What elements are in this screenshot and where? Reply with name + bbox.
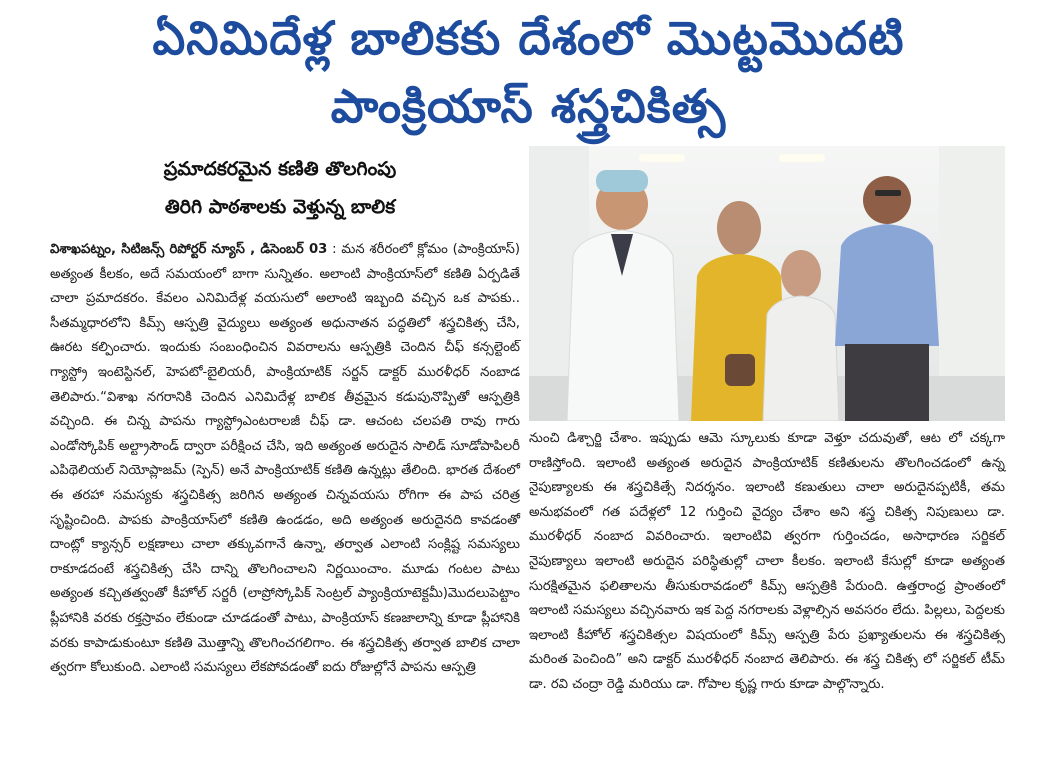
headline-line-1: ఏనిమిదేళ్ల బాలికకు దేశంలో మొట్టమొదటి — [152, 11, 905, 65]
body-text-2: నుంచి డిశ్చార్జి చేశాం. ఇప్పుడు ఆమె స్కూలుకు కూడా వెళ్తూ చదువుతో, ఆట లో చక్కగా రాణిస్తోంది. ఇలాంటి అత్యంత అరుదైన పాంక్రియాటిక్ కణితులను తొలగించడంలో ఉన్న నైపుణ్యాలకు ఈ శస్త్రచికిత్సే నిదర్శనం. ఇలాంటి కణుతులు చాలా అరుదైనప్పటికీ, తమ అనుభవంలో గత పదేళ్లలో 12 గుర్తించి వైద్యం చేశాం అని శస్త్ర చికిత్స నిపుణులు డా. మురళీధర్ నంబాద వివరించారు. ఇలాంటివి త్వరగా గుర్తించడం, అసాధారణ సర్జికల్ నైపుణ్యాలు ఇలాంటి అరుదైన పరిస్థితుల్లో చాలా కీలకం. ఇలాంటి కేసుల్లో కూడా అత్యంత సురక్షితమైన ఫలితాలను తీసుకురావడంలో కిమ్స్ ఆస్పత్రికి పేరుంది. ఉత్తరాంధ్ర ప్రాంతంలో ఇలాంటి సమస్యలు వచ్చినవారు ఇక పెద్ద నగరాలకు వెళ్లాల్సిన అవసరం లేదు. పిల్లలు, పెద్దలకు ఇలాంటి కీహోల్ శస్త్రచికిత్సల విషయంలో కిమ్స్ ఆస్పత్రి పేరు ప్రఖ్యాతులను ఈ శస్త్రచికిత్స మరింత పెంచింది” అని డాక్టర్ మురళీధర్ నంబాద తెలిపారు. ఈ శస్త్ర చికిత్స లో సర్జికల్ టీమ్ డా. రవి చంద్రా రెడ్డి మరియు డా. గోపాల కృష్ణ గారు కూడా పాల్గొన్నారు. — [529, 431, 1005, 692]
subhead-line-2: తిరిగి పాఠశాలకు వెళ్తున్న బాలిక — [164, 196, 396, 218]
subhead — [70, 150, 490, 226]
dateline: విశాఖపట్నం, సిటిజన్స్ రిపోర్టర్ న్యూస్ , డిసెంబర్ 03 — [50, 242, 328, 257]
headline-line-2: పాంక్రియాస్ శస్త్రచికిత్స — [330, 79, 727, 133]
article-body-column-1 — [50, 238, 520, 681]
article-photo — [529, 146, 1005, 421]
body-text-1: : మన శరీరంలో క్లోమం (పాంక్రియాస్) అత్యంత కీలకం, అదే సమయంలో బాగా సున్నితం. అలాంటి పాంక్రియాస్‌లో కణితి ఏర్పడితే చాలా ప్రమాదకరం. కేవలం ఎనిమిదేళ్ల వయసులో అలాంటి ఇబ్బంది వచ్చిన ఒక పాపకు.. సీతమ్మధారలోని కిమ్స్ ఆస్పత్రి వైద్యులు అత్యంత అధునాతన పద్ధతిలో శస్త్రచికిత్స చేసి, ఊరట కల్పించారు. ఇందుకు సంబంధించిన వివరాలను ఆస్పత్రికి చెందిన చీఫ్ కన్సల్టెంట్ గ్యాస్ట్రో ఇంటెస్టినల్, హెపటో-బైలియరీ, పాంక్రియాటిక్ సర్జన్ డాక్టర్ మురళీధర్ నంబాడ తెలిపారు.“విశాఖ నగరానికి చెందిన ఎనిమిదేళ్ల బాలిక తీవ్రమైన కడుపునొప్పితో ఆస్పత్రికి వచ్చింది. ఈ చిన్న పాపను గ్యాస్ట్రోఎంటరాలజీ చీఫ్ డా. ఆచంట చలపతి రావు గారు ఎండోస్కోపిక్ అల్ట్రాసౌండ్ ద్వారా పరీక్షించ చేసి, ఇది అత్యంత అరుదైన సాలిడ్ సూడోపాపిలరీ ఎపిథెలియల్ నియోప్లాజమ్ (స్పెన్) అనే పాంక్రియాటిక్ కణితి ఉన్నట్లు తేలింది. భారత దేశంలో ఈ తరహా సమస్యకు శస్త్రచికిత్స జరిగిన అత్యంత చిన్నవయసు రోగిగా ఈ పాప చరిత్ర సృష్టించింది. పాపకు పాంక్రియాస్‌లో కణితి ఉండడం, అది అత్యంత అరుదైనది కావడంతో దాంట్లో క్యాన్సర్ లక్షణాలు చాలా తక్కువగానే ఉన్నా, తర్వాత ఎలాంటి సంక్లిష్ట సమస్యలు రాకూడదంటే శస్త్రచికిత్స చేసి దాన్ని తొలగించాలని నిర్ణయించాం. మూడు గంటల పాటు అత్యంత కచ్చితత్వంతో కీహోల్ సర్జరీ (లాప్రోస్కోపిక్ సెంట్రల్ ప్యాంక్రియాటెక్టమీ)మొదలుపెట్టాం ప్లీహానికి వరకు రక్తస్రావం లేకుండా చూడడంతో పాటు, పాంక్రియాస్ కణజాలాన్ని కూడా ప్లీహానికి వరకు కాపాడుకుంటూ కణితి మొత్తాన్ని తొలగించగలిగాం. ఈ శస్త్రచికిత్స తర్వాత బాలిక చాలా త్వరగా కోలుకుంది. ఎలాంటి సమస్యలు లేకపోవడంతో ఐదు రోజుల్లోనే పాపను ఆస్పత్రి — [50, 242, 520, 676]
headline — [0, 4, 1057, 140]
article-body-column-2 — [529, 427, 1005, 698]
subhead-line-1: ప్రమాదకరమైన కణితి తొలగింపు — [163, 158, 397, 180]
